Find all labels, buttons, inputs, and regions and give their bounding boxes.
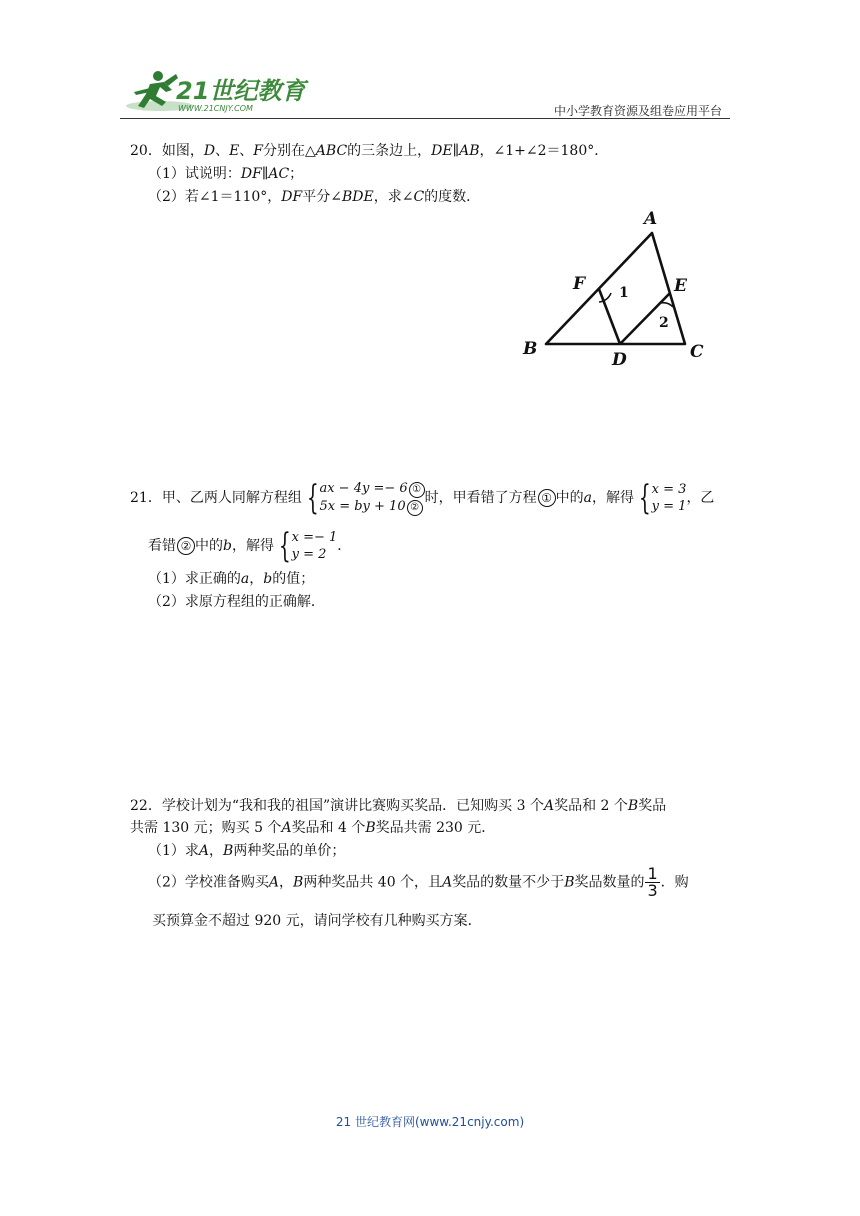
q20-part2-text: 平分∠ xyxy=(302,189,342,205)
circle-label-1: ① xyxy=(409,482,425,498)
q22-text: 奖品和 4 个 xyxy=(291,820,366,836)
parallel-symbol: ∥ xyxy=(261,166,269,182)
var-DF: DF xyxy=(281,189,303,205)
q22-part1 xyxy=(148,841,345,861)
q21-line2 xyxy=(148,526,351,566)
q21-text: ． xyxy=(337,538,352,554)
var-a: a xyxy=(240,571,250,587)
q21-part1-text: （1）求正确的 xyxy=(148,571,241,587)
q22-part2 xyxy=(148,866,689,899)
q21-part1-text: 的值； xyxy=(272,571,315,587)
q22-part2-text: ， xyxy=(279,874,294,891)
q22-text: 学校计划为“我和我的祖国”演讲比赛购买奖品．已知购买 3 个 xyxy=(161,798,544,814)
page-footer: 21 世纪教育网(www.21cnjy.com) xyxy=(335,1115,525,1129)
var-B: B xyxy=(627,798,639,814)
logo-url: WWW.21CNJY.COM xyxy=(178,104,253,113)
var-A: A xyxy=(442,874,453,891)
q20-stem xyxy=(130,141,608,161)
q20-part2-text: ，求∠ xyxy=(373,189,414,205)
var-A: A xyxy=(268,874,280,891)
q22-part2-text: 奖品的数量不少于 xyxy=(452,874,565,891)
logo-graphic xyxy=(120,66,306,118)
q20-part1-text: ； xyxy=(289,166,304,182)
angle-2-arc xyxy=(660,303,673,307)
solution-1: {x = 3 y = 1 xyxy=(638,478,687,518)
q21-text: 中的 xyxy=(195,538,223,554)
q20-part2 xyxy=(148,187,480,207)
q22-number: 22． xyxy=(130,798,162,814)
q22-part2-text: ．购 xyxy=(660,874,689,891)
q20-part2-text: 的度数． xyxy=(424,189,481,205)
q20-part2-text: （2）若∠1＝110°， xyxy=(148,189,282,205)
header-divider xyxy=(120,118,730,119)
q21-text: 时，甲看错了方程 xyxy=(424,490,537,506)
q22-part2-text: 奖品数量的 xyxy=(574,874,645,891)
q22-text: 共需 130 元；购买 5 个 xyxy=(130,820,282,836)
var-A: A xyxy=(543,798,555,814)
header-tagline: 中小学教育资源及组卷应用平台 xyxy=(553,104,722,118)
page-header xyxy=(120,60,730,122)
var-DE: DE xyxy=(431,143,453,159)
logo xyxy=(120,66,306,122)
var-F: F xyxy=(253,143,264,159)
equation-1 xyxy=(319,481,424,496)
var-a: a xyxy=(583,490,593,506)
var-B: B xyxy=(564,874,575,891)
solution-2: {x =− 1 y = 2 xyxy=(278,526,338,566)
label-F: F xyxy=(573,274,586,294)
parallel-symbol: ∥ xyxy=(452,143,460,159)
solution-1-y: y = 1 xyxy=(651,499,687,514)
var-C: C xyxy=(413,189,425,205)
label-A: A xyxy=(644,209,658,229)
q21-number: 21． xyxy=(130,490,162,506)
var-E: E xyxy=(229,143,240,159)
label-E: E xyxy=(674,276,687,296)
q22-part2-text: 两种奖品共 40 个，且 xyxy=(303,874,443,891)
var-A: A xyxy=(198,843,210,859)
label-D: D xyxy=(612,350,627,370)
var-B: B xyxy=(293,874,304,891)
q21-part2: （2）求原方程组的正确解． xyxy=(148,594,325,610)
q22-part1-text: （1）求 xyxy=(148,843,199,859)
var-A: A xyxy=(281,820,292,836)
fraction-denominator: 3 xyxy=(647,881,658,900)
q21-stem xyxy=(130,478,714,518)
q20-part1 xyxy=(148,164,303,184)
var-DF: DF xyxy=(240,166,262,182)
fraction-one-third xyxy=(645,866,659,899)
var-b: b xyxy=(223,538,232,554)
q20-number: 20． xyxy=(130,143,162,159)
q20-text: 、 xyxy=(239,143,254,159)
q21-text: ，解得 xyxy=(231,538,274,554)
var-B: B xyxy=(223,843,234,859)
solution-2-x: x =− 1 xyxy=(291,530,338,545)
var-AB: AB xyxy=(459,143,480,159)
circle-label-1: ① xyxy=(538,489,556,507)
circle-label-2: ② xyxy=(177,537,195,555)
q22-part2-line2: 买预算金不超过 920 元，请问学校有几种购买方案． xyxy=(152,913,482,929)
q22-text: 奖品共需 230 元． xyxy=(375,820,496,836)
q22-part2-text: （2）学校准备购买 xyxy=(148,874,269,891)
q21-text: ，解得 xyxy=(592,490,635,506)
q22-part1-text: ， xyxy=(209,843,224,859)
q21-text: ，乙 xyxy=(686,490,715,506)
var-B: B xyxy=(365,820,376,836)
var-b: b xyxy=(263,571,273,587)
q21-part1-text: ， xyxy=(249,571,264,587)
label-B: B xyxy=(523,339,538,359)
q20-text: 的三条边上， xyxy=(347,143,432,159)
q22-stem-line1 xyxy=(130,796,666,816)
q21-part1 xyxy=(148,569,314,589)
equation-system: {ax − 4y =− 6 ① 5x = by + 10 ② xyxy=(302,478,425,518)
q22-stem-line2 xyxy=(130,818,495,838)
var-BDE: BDE xyxy=(341,189,374,205)
label-angle-2: 2 xyxy=(659,315,669,331)
q21-text: 中的 xyxy=(555,490,584,506)
equation-1-text: ax − 4y =− 6 xyxy=(319,481,408,496)
q20-text: ，∠1+∠2＝180°． xyxy=(479,143,609,159)
q20-part1-text: （1）试说明： xyxy=(148,166,241,182)
equation-2 xyxy=(319,499,422,514)
logo-title: 21世纪教育 xyxy=(176,77,306,105)
q20-text: 如图， xyxy=(161,143,204,159)
fraction-numerator: 1 xyxy=(647,864,658,883)
q20-text: 、 xyxy=(215,143,230,159)
label-angle-1: 1 xyxy=(619,285,629,301)
var-AC: AC xyxy=(268,166,290,182)
var-ABC: ABC xyxy=(315,143,348,159)
q22-text: 奖品 xyxy=(638,798,667,814)
q21-text: 甲、乙两人同解方程组 xyxy=(161,490,302,506)
q22-text: 奖品和 2 个 xyxy=(554,798,628,814)
var-D: D xyxy=(203,143,216,159)
label-C: C xyxy=(690,342,704,362)
triangle-figure xyxy=(515,205,715,374)
circle-label-2: ② xyxy=(407,500,423,516)
q22-part1-text: 两种奖品的单价； xyxy=(233,843,346,859)
q21-text: 看错 xyxy=(148,538,176,554)
q20-text: 分别在△ xyxy=(263,143,316,159)
solution-2-y: y = 2 xyxy=(291,547,327,562)
solution-1-x: x = 3 xyxy=(651,482,687,497)
equation-2-text: 5x = by + 10 xyxy=(319,499,406,514)
